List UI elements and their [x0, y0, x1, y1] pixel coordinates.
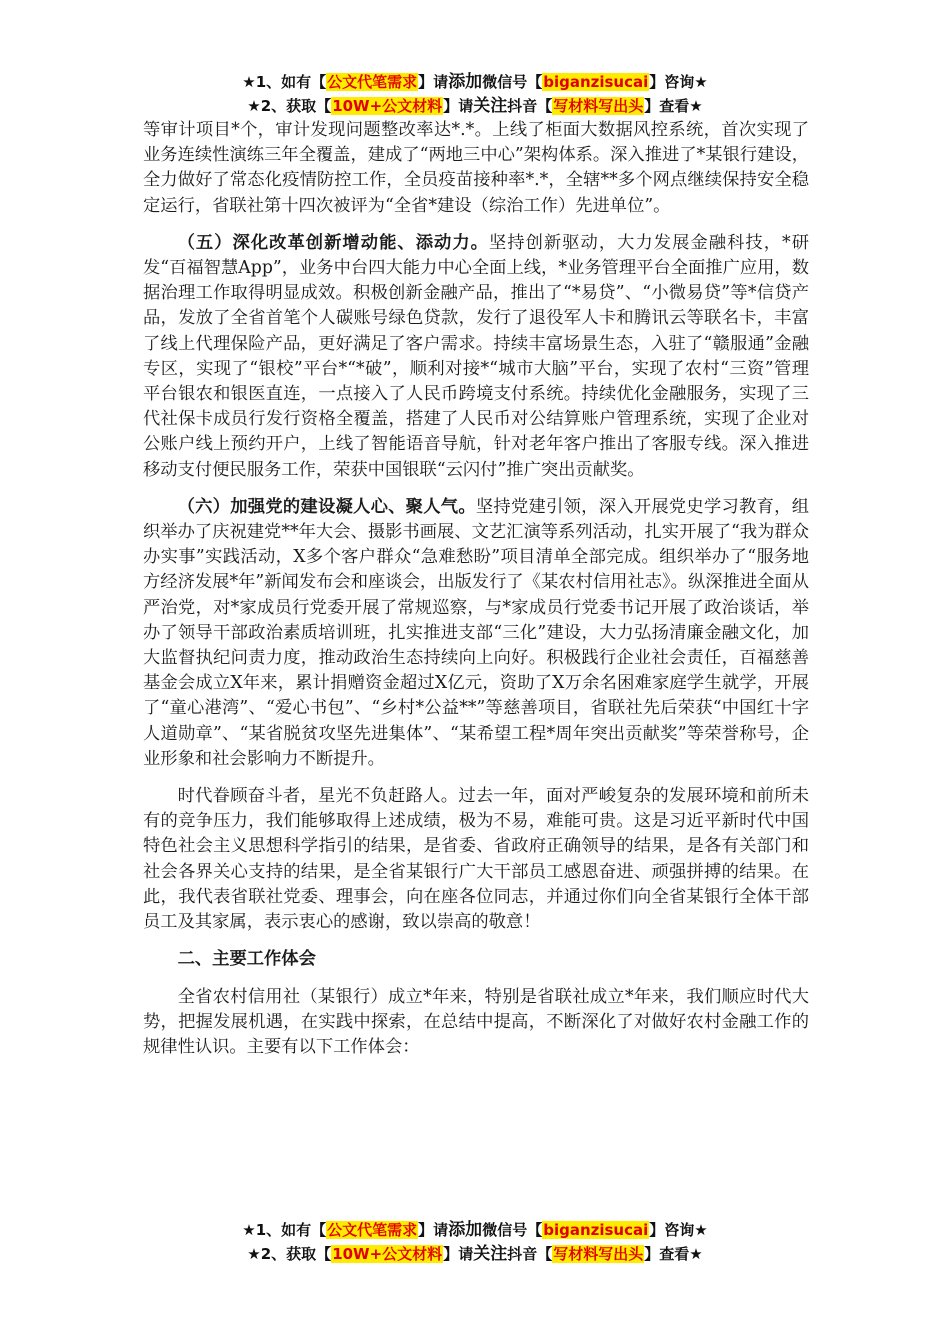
banner-text: 抖音【	[507, 97, 553, 115]
section-heading: （五）深化改革创新增动能、添动力。	[177, 232, 489, 253]
banner-text: ★1、如有【	[242, 1221, 327, 1239]
banner-highlight: 10W+公文材料	[332, 97, 443, 115]
banner-text: 】查看★	[644, 97, 703, 115]
paragraph-text: 坚持创新驱动，大力发展金融科技，*研发“百福智慧App”，业务中台四大能力中心全面上线，*业务管理平台全面推广应用，数据治理工作取得明显成效。积极创新金融产品，推出了“*易贷”、“小微易贷”等*信贷产品，发放了全省首笔个人碳账号绿色贷款，发行了退役军人卡和腾讯云等联名卡，丰富了线上代理保险产品，更好满足了客户需求。持续丰富场景生态，入驻了“赣服通”金融专区，实现了“银校”平台*“*破”，顺利对接*“城市大脑”平台，实现了农村“三资”管理平台银农和银医直连，一点接入了人民币跨境支付系统。持续优化金融服务，实现了三代社保卡成员行发行资格全覆盖，搭建了人民币对公结算账户管理系统，实现了企业对公账户线上预约开户，上线了智能语音导航，针对老年客户推出了客服专线。深入推进移动支付便民服务工作，荣获中国银联“云闪付”推广突出贡献奖。	[143, 232, 809, 480]
banner-line-2	[0, 1242, 950, 1266]
banner-emphasis: 关注	[473, 96, 508, 116]
banner-emphasis: 添加	[448, 72, 483, 92]
banner-text: 微信号【	[482, 73, 543, 91]
banner-douyin-id: 写材料写出头	[553, 97, 644, 115]
paragraph: 全省农村信用社（某银行）成立*年来，特别是省联社成立*年来，我们顺应时代大势，把握发展机遇，在实践中探索，在总结中提高，不断深化了对做好农村金融工作的规律性认识。主要有以下工作体会：	[143, 986, 809, 1057]
paragraph: 时代眷顾奋斗者，星光不负赶路人。过去一年，面对严峻复杂的发展环境和前所未有的竞争压力，我们能够取得上述成绩，极为不易，难能可贵。这是习近平新时代中国特色社会主义思想科学指引的结果，是省委、省政府正确领导的结果，是各有关部门和社会各界关心支持的结果，是全省某银行广大干部员工感恩奋进、顽强拼搏的结果。在此，我代表省联社党委、理事会，向在座各位同志，并通过你们向全省某银行全体干部员工及其家属，表示衷心的感谢，致以崇高的敬意！	[143, 786, 809, 933]
banner-text: 抖音【	[507, 1245, 553, 1263]
bottom-banner	[0, 1218, 950, 1266]
banner-line-2	[0, 94, 950, 118]
paragraph-text: 坚持党建引领，深入开展党史学习教育，组织举办了庆祝建党**年大会、摄影书画展、文艺汇演等系列活动，扎实开展了“我为群众办实事”实践活动，X多个客户群众“急难愁盼”项目清单全部完成。组织举办了“服务地方经济发展*年”新闻发布会和座谈会，出版发行了《某农村信用社志》。纵深推进全面从严治党，对*家成员行党委开展了常规巡察，与*家成员行党委书记开展了政治谈话，举办了领导干部政治素质培训班，扎实推进支部“三化”建设，大力弘扬清廉金融文化，加大监督执纪问责力度，推动政治生态持续向上向好。积极践行企业社会责任，百福慈善基金会成立X年来，累计捐赠资金超过X亿元，资助了X万余名困难家庭学生就学，开展了“童心港湾”、“爱心书包”、“乡村*公益**”等慈善项目，省联社先后荣获“中国红十字人道勋章”、“某省脱贫攻坚先进集体”、“某希望工程*周年突出贡献奖”等荣誉称号，企业形象和社会影响力不断提升。	[143, 496, 809, 769]
banner-text: 】请	[443, 1245, 474, 1263]
banner-highlight: 公文代笔需求	[327, 73, 418, 91]
banner-highlight: 公文代笔需求	[327, 1221, 418, 1239]
banner-text: 】请	[443, 97, 474, 115]
banner-line-1	[0, 1218, 950, 1242]
banner-text: 】咨询★	[649, 73, 708, 91]
banner-douyin-id: 写材料写出头	[553, 1245, 644, 1263]
banner-text: 微信号【	[482, 1221, 543, 1239]
banner-emphasis: 添加	[448, 1220, 483, 1240]
banner-text: 】查看★	[644, 1245, 703, 1263]
paragraph-section-6	[143, 495, 809, 772]
banner-line-1	[0, 70, 950, 94]
section-heading: （六）加强党的建设凝人心、聚人气。	[177, 496, 476, 517]
banner-text: ★2、获取【	[247, 97, 332, 115]
paragraph: 等审计项目*个，审计发现问题整改率达*.*。上线了柜面大数据风控系统，首次实现了业务连续性演练三年全覆盖，建成了“两地三中心”架构体系。深入推进了*某银行建设，全力做好了常态化疫情防控工作，全员疫苗接种率*.*，全辖**多个网点继续保持安全稳定运行，省联社第十四次被评为“全省*建设（综治工作）先进单位”。	[143, 120, 809, 216]
banner-emphasis: 关注	[473, 1244, 508, 1264]
banner-text: ★2、获取【	[247, 1245, 332, 1263]
banner-highlight: 10W+公文材料	[332, 1245, 443, 1263]
banner-text: 】请	[418, 73, 449, 91]
banner-wechat-id: biganzisucai	[543, 73, 649, 91]
section-heading-2: 二、主要工作体会	[177, 949, 316, 970]
banner-text: 】咨询★	[649, 1221, 708, 1239]
top-banner	[0, 70, 950, 118]
document-body	[143, 118, 809, 1060]
banner-wechat-id: biganzisucai	[543, 1221, 649, 1239]
banner-text: 】请	[418, 1221, 449, 1239]
paragraph-section-5	[143, 231, 809, 483]
banner-text: ★1、如有【	[242, 73, 327, 91]
